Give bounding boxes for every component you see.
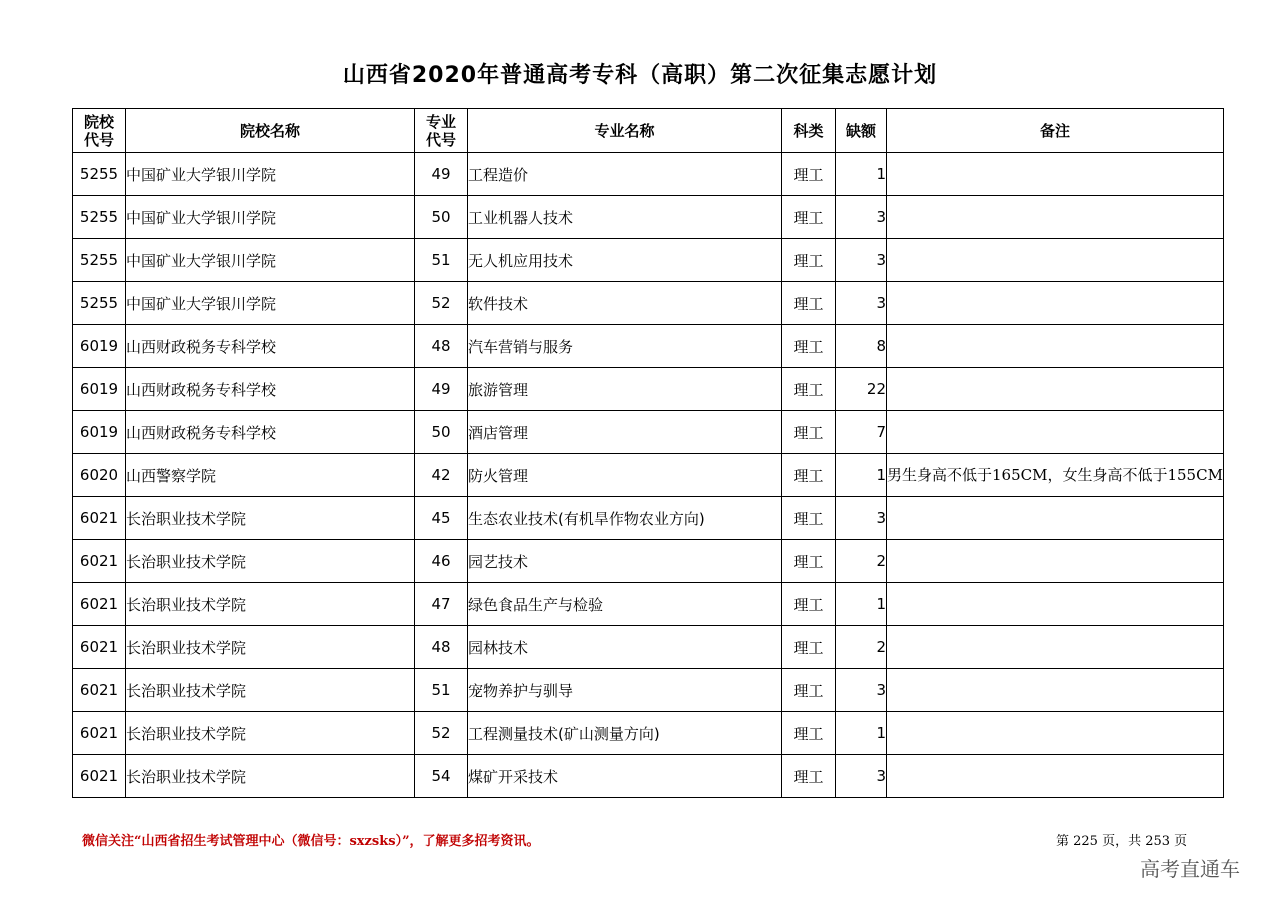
school-code-cell: 5255 bbox=[73, 153, 126, 196]
table-row bbox=[73, 497, 1224, 540]
remark-cell bbox=[887, 626, 1224, 669]
category-cell: 理工 bbox=[782, 583, 836, 626]
school-name-cell: 长治职业技术学院 bbox=[126, 712, 415, 755]
remark-cell bbox=[887, 411, 1224, 454]
table-row bbox=[73, 153, 1224, 196]
vacancies-cell: 7 bbox=[836, 411, 887, 454]
school-name-cell: 中国矿业大学银川学院 bbox=[126, 196, 415, 239]
vacancies-cell: 2 bbox=[836, 626, 887, 669]
vacancies-cell: 1 bbox=[836, 454, 887, 497]
major-code-cell: 46 bbox=[415, 540, 468, 583]
major-code-cell: 50 bbox=[415, 196, 468, 239]
remark-cell bbox=[887, 282, 1224, 325]
table-body bbox=[73, 153, 1224, 798]
table-row bbox=[73, 454, 1224, 497]
category-cell: 理工 bbox=[782, 540, 836, 583]
major-code-cell: 48 bbox=[415, 626, 468, 669]
school-code-cell: 6021 bbox=[73, 626, 126, 669]
school-name-cell: 长治职业技术学院 bbox=[126, 583, 415, 626]
school-code-cell: 6020 bbox=[73, 454, 126, 497]
watermark-text: 高考直通车 bbox=[1140, 857, 1240, 881]
vacancies-cell: 1 bbox=[836, 712, 887, 755]
major-name-cell: 宠物养护与驯导 bbox=[468, 669, 782, 712]
major-name-cell: 生态农业技术(有机旱作物农业方向) bbox=[468, 497, 782, 540]
major-name-cell: 无人机应用技术 bbox=[468, 239, 782, 282]
remark-cell bbox=[887, 239, 1224, 282]
school-name-cell: 山西财政税务专科学校 bbox=[126, 411, 415, 454]
table-row bbox=[73, 626, 1224, 669]
category-cell: 理工 bbox=[782, 325, 836, 368]
major-code-cell: 50 bbox=[415, 411, 468, 454]
major-code-cell: 51 bbox=[415, 239, 468, 282]
vacancies-cell: 3 bbox=[836, 669, 887, 712]
school-name-cell: 山西警察学院 bbox=[126, 454, 415, 497]
remark-cell bbox=[887, 368, 1224, 411]
wechat-follow-note: 微信关注“山西省招生考试管理中心（微信号：sxzsks）”，了解更多招考资讯。 bbox=[82, 834, 540, 849]
category-cell: 理工 bbox=[782, 368, 836, 411]
vacancies-cell: 22 bbox=[836, 368, 887, 411]
major-code-cell: 52 bbox=[415, 282, 468, 325]
major-code-cell: 49 bbox=[415, 153, 468, 196]
school-code-cell: 6021 bbox=[73, 755, 126, 798]
table-row bbox=[73, 411, 1224, 454]
category-cell: 理工 bbox=[782, 239, 836, 282]
remark-cell bbox=[887, 540, 1224, 583]
table-row bbox=[73, 282, 1224, 325]
remark-cell bbox=[887, 153, 1224, 196]
school-name-cell: 长治职业技术学院 bbox=[126, 626, 415, 669]
vacancies-cell: 8 bbox=[836, 325, 887, 368]
category-cell: 理工 bbox=[782, 626, 836, 669]
major-code-cell: 48 bbox=[415, 325, 468, 368]
category-cell: 理工 bbox=[782, 712, 836, 755]
major-code-cell: 47 bbox=[415, 583, 468, 626]
school-name-cell: 中国矿业大学银川学院 bbox=[126, 239, 415, 282]
major-name-cell: 旅游管理 bbox=[468, 368, 782, 411]
category-cell: 理工 bbox=[782, 497, 836, 540]
remark-cell bbox=[887, 669, 1224, 712]
vacancies-cell: 3 bbox=[836, 282, 887, 325]
major-name-cell: 煤矿开采技术 bbox=[468, 755, 782, 798]
major-name-cell: 酒店管理 bbox=[468, 411, 782, 454]
school-name-cell: 长治职业技术学院 bbox=[126, 669, 415, 712]
vacancies-cell: 3 bbox=[836, 196, 887, 239]
vacancies-cell: 1 bbox=[836, 153, 887, 196]
header-school-name: 院校名称 bbox=[126, 109, 415, 153]
remark-cell bbox=[887, 712, 1224, 755]
vacancies-cell: 3 bbox=[836, 239, 887, 282]
category-cell: 理工 bbox=[782, 282, 836, 325]
header-vacancies: 缺额 bbox=[836, 109, 887, 153]
table-row bbox=[73, 583, 1224, 626]
major-code-cell: 52 bbox=[415, 712, 468, 755]
major-name-cell: 工业机器人技术 bbox=[468, 196, 782, 239]
table-row bbox=[73, 368, 1224, 411]
school-code-cell: 6021 bbox=[73, 583, 126, 626]
category-cell: 理工 bbox=[782, 454, 836, 497]
school-code-cell: 5255 bbox=[73, 239, 126, 282]
major-name-cell: 园艺技术 bbox=[468, 540, 782, 583]
category-cell: 理工 bbox=[782, 153, 836, 196]
table-row bbox=[73, 196, 1224, 239]
enrollment-plan-table bbox=[72, 108, 1224, 798]
major-name-cell: 绿色食品生产与检验 bbox=[468, 583, 782, 626]
major-name-cell: 防火管理 bbox=[468, 454, 782, 497]
school-code-cell: 5255 bbox=[73, 282, 126, 325]
category-cell: 理工 bbox=[782, 411, 836, 454]
school-name-cell: 长治职业技术学院 bbox=[126, 540, 415, 583]
school-code-cell: 6019 bbox=[73, 368, 126, 411]
major-name-cell: 工程测量技术(矿山测量方向) bbox=[468, 712, 782, 755]
table-row bbox=[73, 325, 1224, 368]
major-name-cell: 工程造价 bbox=[468, 153, 782, 196]
vacancies-cell: 1 bbox=[836, 583, 887, 626]
school-code-cell: 6019 bbox=[73, 411, 126, 454]
table-row bbox=[73, 540, 1224, 583]
school-name-cell: 中国矿业大学银川学院 bbox=[126, 282, 415, 325]
category-cell: 理工 bbox=[782, 196, 836, 239]
remark-cell bbox=[887, 755, 1224, 798]
major-name-cell: 软件技术 bbox=[468, 282, 782, 325]
category-cell: 理工 bbox=[782, 755, 836, 798]
vacancies-cell: 2 bbox=[836, 540, 887, 583]
school-code-cell: 6021 bbox=[73, 540, 126, 583]
school-name-cell: 山西财政税务专科学校 bbox=[126, 325, 415, 368]
major-name-cell: 汽车营销与服务 bbox=[468, 325, 782, 368]
major-name-cell: 园林技术 bbox=[468, 626, 782, 669]
vacancies-cell: 3 bbox=[836, 755, 887, 798]
major-code-cell: 51 bbox=[415, 669, 468, 712]
major-code-cell: 54 bbox=[415, 755, 468, 798]
major-code-cell: 42 bbox=[415, 454, 468, 497]
page-number: 第 225 页，共 253 页 bbox=[1056, 834, 1188, 849]
header-category: 科类 bbox=[782, 109, 836, 153]
school-code-cell: 6021 bbox=[73, 712, 126, 755]
page-title: 山西省2020年普通高考专科（高职）第二次征集志愿计划 bbox=[342, 63, 938, 88]
major-code-cell: 49 bbox=[415, 368, 468, 411]
remark-cell bbox=[887, 325, 1224, 368]
table-row bbox=[73, 669, 1224, 712]
remark-cell bbox=[887, 196, 1224, 239]
remark-cell bbox=[887, 583, 1224, 626]
header-major-name: 专业名称 bbox=[468, 109, 782, 153]
header-school-code: 院校 代号 bbox=[73, 109, 126, 153]
remark-cell: 男生身高不低于165CM，女生身高不低于155CM bbox=[887, 454, 1224, 497]
table-header-row bbox=[73, 109, 1224, 153]
table-row bbox=[73, 755, 1224, 798]
school-name-cell: 山西财政税务专科学校 bbox=[126, 368, 415, 411]
header-major-code: 专业 代号 bbox=[415, 109, 468, 153]
remark-cell bbox=[887, 497, 1224, 540]
major-code-cell: 45 bbox=[415, 497, 468, 540]
school-name-cell: 中国矿业大学银川学院 bbox=[126, 153, 415, 196]
school-name-cell: 长治职业技术学院 bbox=[126, 497, 415, 540]
school-code-cell: 5255 bbox=[73, 196, 126, 239]
table-row bbox=[73, 239, 1224, 282]
category-cell: 理工 bbox=[782, 669, 836, 712]
school-name-cell: 长治职业技术学院 bbox=[126, 755, 415, 798]
header-remark: 备注 bbox=[887, 109, 1224, 153]
vacancies-cell: 3 bbox=[836, 497, 887, 540]
table-row bbox=[73, 712, 1224, 755]
school-code-cell: 6019 bbox=[73, 325, 126, 368]
school-code-cell: 6021 bbox=[73, 497, 126, 540]
school-code-cell: 6021 bbox=[73, 669, 126, 712]
